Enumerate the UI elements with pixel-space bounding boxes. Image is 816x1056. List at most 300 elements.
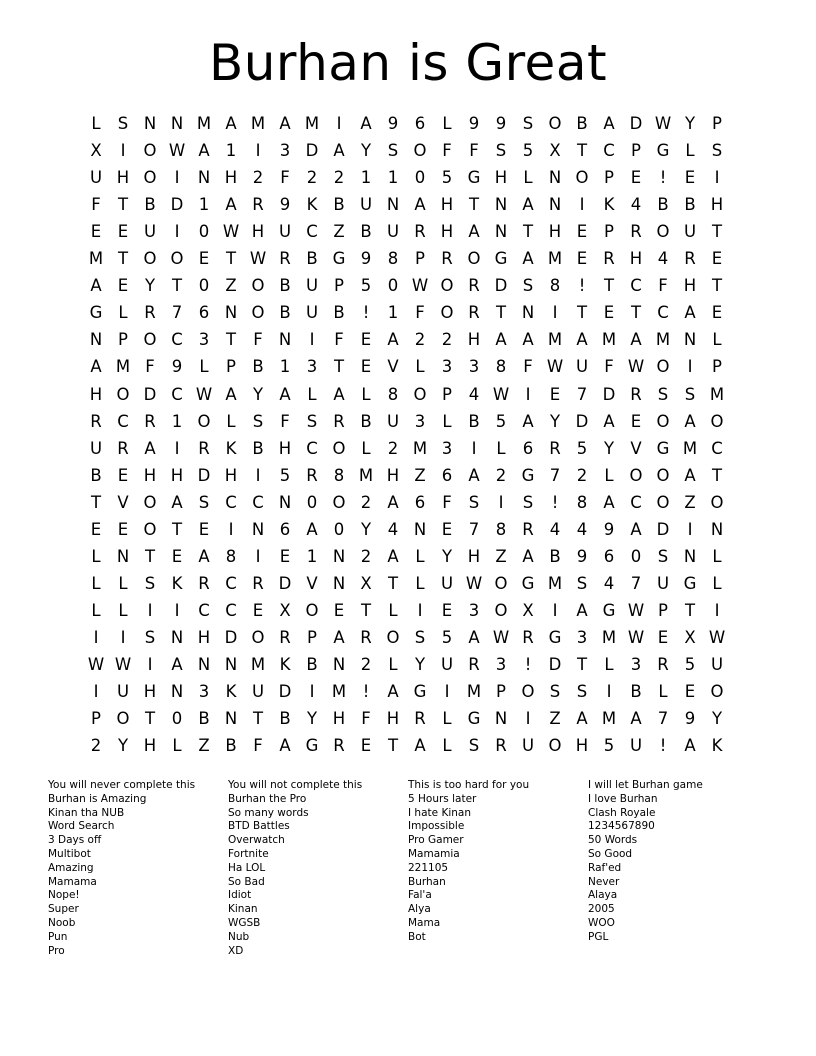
grid-letter: A	[603, 411, 615, 431]
grid-letter: W	[654, 114, 672, 133]
grid-letter: T	[711, 222, 723, 242]
grid-letter: 3	[576, 627, 588, 647]
grid-letter: L	[712, 573, 722, 593]
word-item: XD	[228, 944, 244, 957]
grid-letter: A	[522, 195, 534, 215]
grid-letter: S	[414, 627, 426, 647]
grid-letter: N	[710, 519, 724, 539]
grid-letter: C	[225, 573, 237, 593]
word-item: I will let Burhan game	[588, 779, 703, 791]
grid-letter: F	[253, 736, 263, 756]
grid-letter: 5	[279, 465, 291, 485]
grid-letter: !	[551, 492, 559, 512]
grid-letter: E	[360, 357, 372, 377]
grid-letter: N	[89, 330, 103, 350]
grid-letter: N	[170, 114, 184, 133]
grid-letter: L	[712, 330, 722, 350]
grid-letter: M	[547, 330, 563, 350]
grid-letter: T	[117, 195, 129, 215]
word-item: Idiot	[228, 889, 252, 902]
grid-letter: L	[658, 682, 668, 702]
grid-letter: H	[143, 682, 157, 702]
word-item: Ha LOL	[228, 861, 266, 874]
grid-letter: E	[90, 222, 102, 242]
word-item: Mamama	[48, 875, 97, 888]
grid-letter: X	[684, 627, 696, 647]
grid-letter: N	[386, 195, 400, 215]
grid-letter: !	[362, 303, 370, 323]
grid-letter: 3	[279, 141, 291, 161]
grid-letter: B	[279, 276, 291, 296]
grid-letter: U	[440, 573, 454, 593]
grid-letter: A	[387, 546, 399, 566]
grid-letter: 9	[495, 114, 507, 133]
grid-letter: A	[387, 330, 399, 350]
word-item: Alya	[408, 903, 431, 916]
grid-letter: L	[523, 168, 533, 188]
grid-letter: T	[225, 249, 237, 269]
grid-letter: R	[279, 627, 291, 647]
grid-letter: N	[683, 330, 697, 350]
grid-letter: W	[195, 384, 213, 404]
grid-letter: H	[575, 736, 589, 756]
grid-letter: E	[549, 384, 561, 404]
grid-letter: B	[90, 465, 102, 485]
grid-letter: A	[333, 141, 345, 161]
grid-letter: M	[682, 438, 698, 458]
grid-letter: H	[251, 222, 265, 242]
grid-letter: B	[468, 411, 480, 431]
grid-letter: R	[144, 411, 156, 431]
grid-letter: S	[576, 682, 588, 702]
word-item: Bot	[408, 930, 426, 943]
grid-letter: E	[198, 249, 210, 269]
word-item: Pun	[48, 930, 68, 943]
grid-letter: A	[603, 114, 615, 133]
grid-letter: L	[361, 438, 371, 458]
grid-letter: O	[143, 168, 157, 188]
grid-letter: C	[711, 438, 723, 458]
grid-letter: 2	[360, 492, 372, 512]
grid-letter: F	[442, 141, 452, 161]
grid-letter: I	[309, 330, 315, 350]
grid-letter: W	[249, 249, 267, 269]
grid-letter: L	[685, 141, 695, 161]
grid-letter: 3	[306, 357, 318, 377]
word-item: Pro	[48, 944, 65, 957]
word-item: Multibot	[48, 847, 91, 860]
grid-letter: E	[711, 249, 723, 269]
grid-letter: T	[630, 303, 642, 323]
grid-letter: T	[603, 276, 615, 296]
grid-letter: N	[332, 655, 346, 674]
grid-letter: G	[656, 141, 670, 161]
grid-letter: N	[548, 168, 562, 188]
grid-letter: H	[116, 168, 130, 188]
grid-letter: L	[118, 303, 128, 323]
grid-letter: M	[115, 357, 131, 377]
grid-letter: I	[255, 141, 261, 161]
grid-letter: H	[224, 168, 238, 188]
grid-letter: I	[174, 600, 180, 620]
grid-letter: U	[251, 682, 265, 702]
grid-letter: R	[495, 736, 507, 756]
grid-letter: G	[548, 627, 562, 647]
grid-letter: 8	[576, 492, 588, 512]
grid-letter: S	[117, 114, 129, 133]
grid-letter: E	[603, 303, 615, 323]
grid-letter: S	[522, 276, 534, 296]
grid-letter: 0	[198, 276, 210, 296]
grid-letter: S	[387, 141, 399, 161]
grid-letter: 8	[549, 276, 561, 296]
grid-letter: 8	[387, 249, 399, 269]
grid-letter: B	[333, 195, 345, 215]
grid-letter: O	[710, 682, 724, 702]
grid-letter: R	[603, 249, 615, 269]
grid-letter: O	[548, 114, 562, 133]
grid-letter: Y	[117, 736, 129, 756]
grid-letter: G	[521, 573, 535, 593]
word-item: Noob	[48, 916, 76, 929]
grid-letter: I	[714, 600, 720, 620]
grid-letter: Y	[414, 655, 426, 674]
word-item: Burhan is Amazing	[48, 792, 147, 805]
grid-letter: 1	[387, 168, 399, 188]
grid-letter: S	[657, 384, 669, 404]
grid-letter: R	[441, 249, 453, 269]
grid-letter: 3	[468, 357, 480, 377]
word-item: This is too hard for you	[408, 779, 530, 791]
grid-letter: E	[198, 519, 210, 539]
grid-letter: X	[279, 600, 291, 620]
grid-letter: 1	[360, 168, 372, 188]
grid-letter: K	[225, 682, 237, 702]
grid-letter: 9	[171, 357, 183, 377]
grid-letter: N	[224, 303, 238, 323]
grid-letter: A	[279, 384, 291, 404]
grid-letter: G	[89, 303, 103, 323]
word-column	[48, 779, 223, 958]
grid-letter: T	[360, 600, 372, 620]
grid-letter: E	[576, 222, 588, 242]
grid-letter: A	[684, 465, 696, 485]
grid-letter: O	[116, 384, 130, 404]
grid-letter: D	[224, 627, 238, 647]
grid-letter: E	[684, 168, 696, 188]
grid-letter: U	[710, 655, 724, 674]
grid-letter: I	[120, 141, 126, 161]
grid-letter: O	[116, 709, 130, 729]
word-item: I hate Kinan	[408, 806, 471, 819]
grid-letter: I	[552, 600, 558, 620]
grid-letter: L	[442, 411, 452, 431]
grid-letter: X	[90, 141, 102, 161]
grid-letter: O	[170, 249, 184, 269]
grid-letter: 6	[198, 303, 210, 323]
grid-letter: B	[576, 114, 588, 133]
grid-letter: A	[576, 709, 588, 729]
grid-letter: E	[684, 682, 696, 702]
grid-letter: I	[552, 303, 558, 323]
grid-letter: W	[222, 222, 240, 242]
grid-letter: L	[91, 600, 101, 620]
word-item: Mamamia	[408, 847, 460, 860]
grid-letter: L	[91, 546, 101, 566]
word-item: 3 Days off	[48, 834, 102, 847]
grid-letter: N	[332, 546, 346, 566]
grid-letter: B	[225, 736, 237, 756]
grid-letter: 9	[387, 114, 399, 133]
grid-letter: D	[305, 141, 319, 161]
grid-letter: R	[468, 276, 480, 296]
grid-letter: 2	[252, 168, 264, 188]
grid-letter: R	[117, 438, 129, 458]
grid-letter: H	[467, 546, 481, 566]
grid-letter: O	[656, 357, 670, 377]
grid-letter: S	[657, 546, 669, 566]
grid-letter: H	[170, 465, 184, 485]
grid-letter: O	[332, 492, 346, 512]
grid-letter: L	[91, 114, 101, 133]
grid-letter: Y	[603, 438, 615, 458]
grid-letter: V	[306, 573, 318, 593]
grid-letter: R	[684, 249, 696, 269]
grid-letter: B	[306, 249, 318, 269]
grid-letter: W	[168, 141, 186, 161]
grid-letter: 2	[306, 168, 318, 188]
grid-letter: A	[225, 384, 237, 404]
grid-letter: C	[198, 600, 210, 620]
grid-letter: O	[251, 627, 265, 647]
grid-letter: V	[117, 492, 129, 512]
grid-letter: B	[252, 357, 264, 377]
grid-letter: Y	[684, 114, 696, 133]
grid-letter: I	[309, 682, 315, 702]
grid-letter: D	[170, 195, 184, 215]
grid-letter: 0	[171, 709, 183, 729]
grid-letter: M	[601, 627, 617, 647]
word-item: Impossible	[408, 820, 465, 833]
grid-letter: Z	[549, 709, 561, 729]
grid-letter: G	[602, 600, 616, 620]
grid-letter: 9	[576, 546, 588, 566]
grid-letter: B	[549, 546, 561, 566]
grid-letter: 0	[387, 276, 399, 296]
grid-letter: Z	[495, 546, 507, 566]
grid-letter: M	[466, 682, 482, 702]
grid-letter: L	[712, 546, 722, 566]
grid-letter: E	[441, 519, 453, 539]
grid-letter: O	[413, 141, 427, 161]
grid-letter: T	[225, 330, 237, 350]
grid-letter: F	[280, 168, 290, 188]
grid-letter: O	[440, 276, 454, 296]
grid-letter: S	[576, 573, 588, 593]
grid-letter: 0	[630, 546, 642, 566]
grid-letter: 2	[495, 465, 507, 485]
grid-letter: 7	[630, 573, 642, 593]
grid-letter: 4	[549, 519, 561, 539]
grid-letter: C	[306, 222, 318, 242]
grid-letter: P	[604, 168, 614, 188]
grid-letter: A	[522, 249, 534, 269]
grid-letter: U	[89, 168, 103, 188]
grid-letter: A	[630, 709, 642, 729]
grid-letter: 5	[522, 141, 534, 161]
word-item: Fal'a	[408, 889, 432, 902]
grid-letter: U	[143, 222, 157, 242]
grid-letter: O	[656, 465, 670, 485]
grid-letter: I	[255, 546, 261, 566]
grid-letter: 2	[360, 655, 372, 674]
grid-letter: F	[253, 330, 263, 350]
grid-letter: 9	[468, 114, 480, 133]
grid-letter: U	[278, 222, 292, 242]
grid-letter: H	[89, 384, 103, 404]
grid-letter: L	[388, 600, 398, 620]
grid-letter: E	[279, 546, 291, 566]
grid-letter: L	[415, 546, 425, 566]
word-column	[228, 779, 403, 958]
grid-letter: N	[494, 709, 508, 729]
grid-letter: C	[252, 492, 264, 512]
grid-letter: 5	[576, 438, 588, 458]
grid-letter: F	[334, 330, 344, 350]
grid-letter: L	[442, 736, 452, 756]
word-item: 2005	[588, 903, 615, 916]
grid-letter: 6	[603, 546, 615, 566]
grid-letter: 3	[495, 655, 507, 674]
grid-letter: L	[226, 411, 236, 431]
grid-letter: N	[494, 222, 508, 242]
grid-letter: 1	[306, 546, 318, 566]
grid-letter: 2	[333, 168, 345, 188]
grid-letter: N	[278, 330, 292, 350]
grid-letter: E	[441, 600, 453, 620]
grid-letter: H	[629, 249, 643, 269]
grid-letter: R	[657, 655, 669, 674]
grid-letter: F	[442, 492, 452, 512]
grid-letter: D	[575, 411, 589, 431]
grid-letter: A	[360, 114, 372, 133]
grid-letter: A	[90, 357, 102, 377]
grid-letter: A	[468, 627, 480, 647]
grid-letter: S	[198, 492, 210, 512]
grid-letter: P	[91, 709, 101, 729]
grid-letter: 8	[333, 465, 345, 485]
grid-letter: O	[575, 168, 589, 188]
grid-letter: M	[655, 330, 671, 350]
grid-letter: M	[304, 114, 320, 133]
grid-letter: K	[171, 573, 183, 593]
grid-letter: P	[712, 357, 722, 377]
grid-letter: D	[278, 573, 292, 593]
grid-letter: R	[414, 222, 426, 242]
grid-letter: N	[683, 546, 697, 566]
grid-letter: H	[224, 465, 238, 485]
grid-letter: I	[228, 519, 234, 539]
grid-letter: D	[143, 384, 157, 404]
grid-letter: G	[521, 465, 535, 485]
grid-letter: O	[710, 492, 724, 512]
grid-letter: N	[521, 303, 535, 323]
grid-letter: W	[411, 276, 429, 296]
grid-letter: A	[495, 330, 507, 350]
grid-letter: C	[630, 276, 642, 296]
grid-letter: R	[522, 627, 534, 647]
grid-letter: W	[627, 600, 645, 620]
grid-letter: C	[117, 411, 129, 431]
word-item: You will not complete this	[228, 779, 363, 791]
grid-letter: R	[252, 195, 264, 215]
grid-letter: N	[170, 627, 184, 647]
grid-letter: L	[604, 465, 614, 485]
grid-letter: L	[442, 709, 452, 729]
grid-letter: K	[711, 736, 723, 756]
grid-letter: R	[468, 655, 480, 674]
grid-letter: A	[414, 195, 426, 215]
grid-letter: W	[492, 384, 510, 404]
grid-letter: O	[710, 411, 724, 431]
grid-letter: Y	[306, 709, 318, 729]
grid-letter: 9	[360, 249, 372, 269]
grid-letter: O	[386, 627, 400, 647]
grid-letter: H	[332, 709, 346, 729]
grid-letter: 0	[333, 519, 345, 539]
grid-letter: A	[603, 492, 615, 512]
grid-letter: T	[495, 303, 507, 323]
grid-letter: 1	[279, 357, 291, 377]
grid-letter: H	[548, 222, 562, 242]
grid-letter: S	[468, 736, 480, 756]
grid-letter: 2	[360, 546, 372, 566]
grid-letter: S	[468, 492, 480, 512]
grid-letter: V	[387, 357, 399, 377]
grid-letter: K	[279, 655, 291, 674]
grid-letter: I	[174, 168, 180, 188]
grid-letter: O	[143, 519, 157, 539]
grid-letter: S	[495, 141, 507, 161]
grid-letter: N	[197, 168, 211, 188]
grid-letter: T	[252, 709, 264, 729]
word-item: So Good	[588, 847, 633, 860]
grid-letter: I	[255, 465, 261, 485]
grid-letter: I	[93, 682, 99, 702]
grid-letter: T	[144, 546, 156, 566]
grid-letter: G	[683, 573, 697, 593]
grid-letter: O	[143, 141, 157, 161]
grid-letter: A	[306, 519, 318, 539]
grid-letter: E	[630, 411, 642, 431]
grid-letter: 1	[387, 303, 399, 323]
grid-letter: T	[576, 655, 588, 674]
word-item: Kinan tha NUB	[48, 806, 125, 819]
grid-letter: E	[117, 276, 129, 296]
grid-letter: A	[684, 303, 696, 323]
grid-letter: S	[684, 384, 696, 404]
grid-letter: F	[415, 303, 425, 323]
grid-letter: H	[278, 438, 292, 458]
grid-letter: Z	[198, 736, 210, 756]
grid-letter: I	[174, 438, 180, 458]
grid-letter: M	[547, 249, 563, 269]
grid-letter: 6	[414, 492, 426, 512]
grid-letter: U	[521, 736, 535, 756]
grid-letter: 8	[495, 357, 507, 377]
grid-letter: L	[118, 573, 128, 593]
grid-letter: B	[684, 195, 696, 215]
